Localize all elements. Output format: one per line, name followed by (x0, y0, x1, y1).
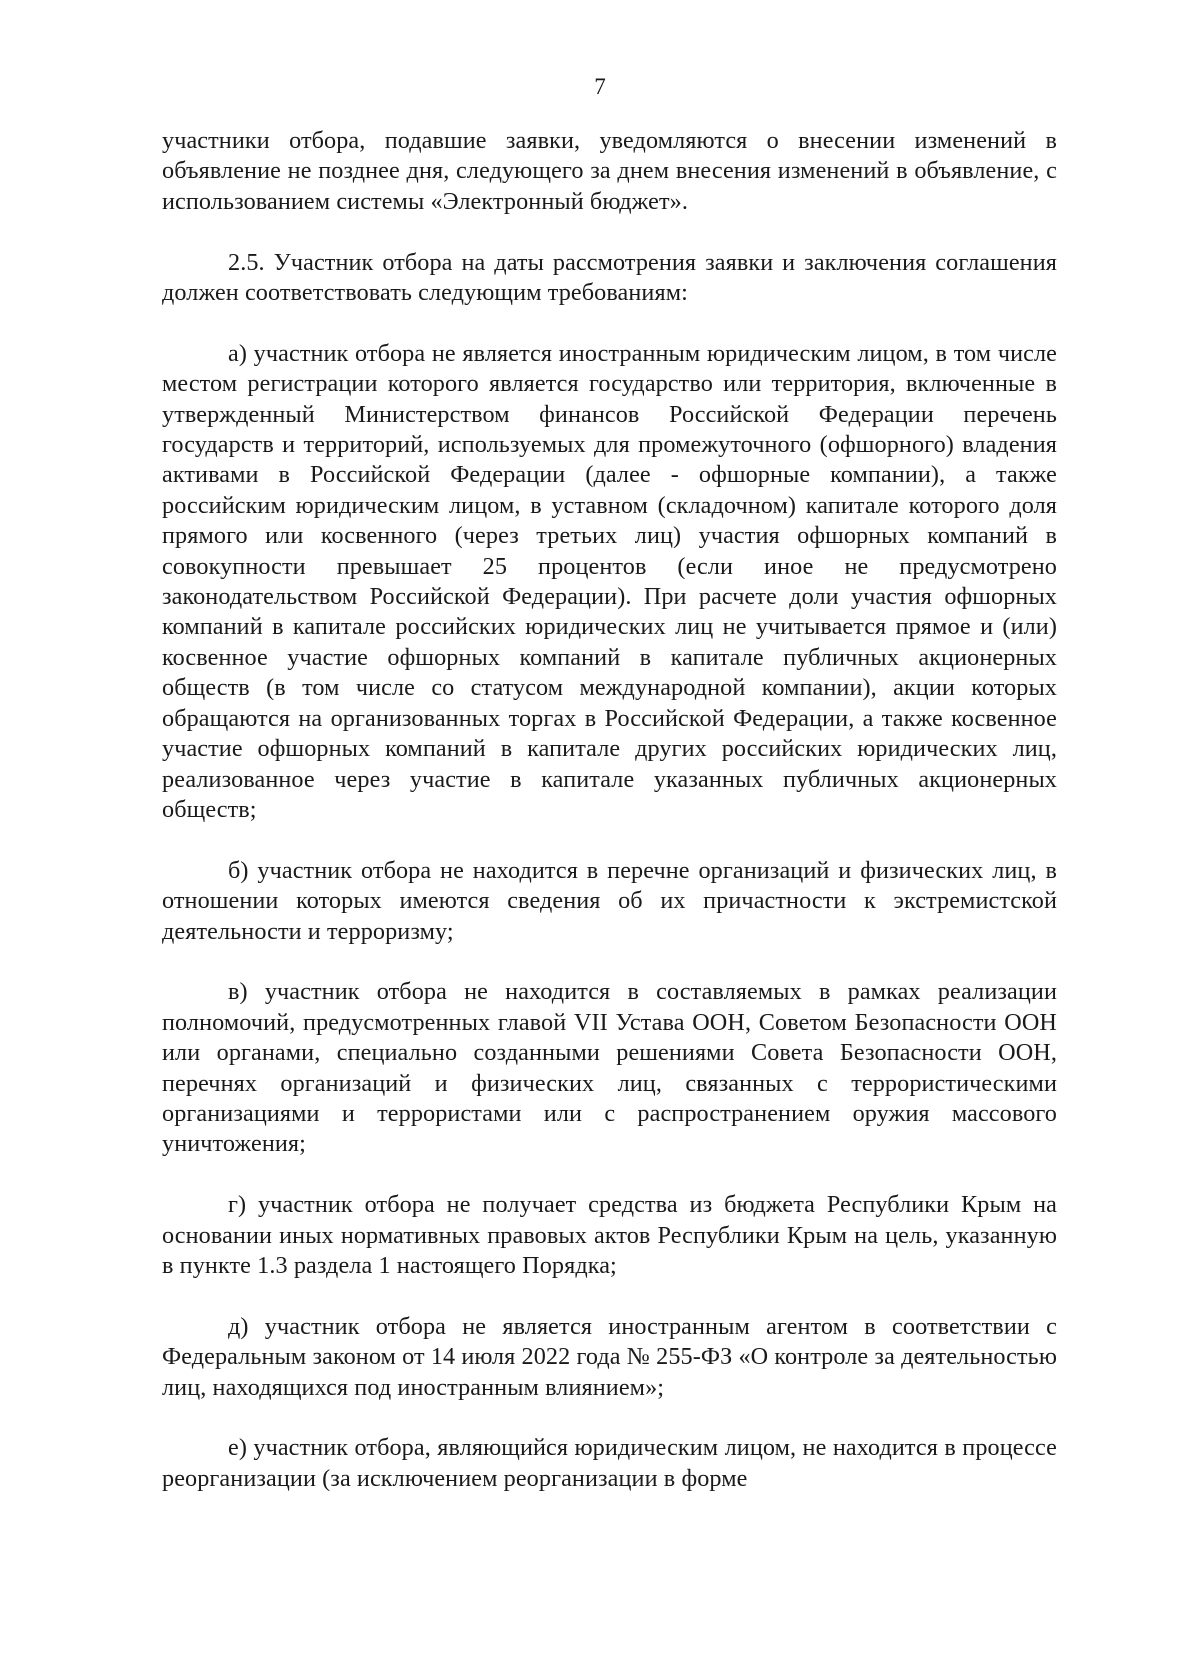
paragraph-item-g: г) участник отбора не получает средства из бюджета Республики Крым на основании иных нормативных правовых актов Республики Крым на цель, указанную в пункте 1.3 раздела 1 настоящего Порядка; (162, 1191, 1057, 1279)
paragraph-item-a: а) участник отбора не является иностранным юридическим лицом, в том числе местом регистрации которого является государство или территория, включенные в утвержденный Министерством финансов Российской Федерации перечень государств и территорий, используемых для промежуточного (офшорного) владения активами в Российской Федерации (далее - офшорные компании), а также российским юридическим лицом, в уставном (складочном) капитале которого доля прямого или косвенного (через третьих лиц) участия офшорных компаний в совокупности превышает 25 процентов (если иное не предусмотрено законодательством Российской Федерации). При расчете доли участия офшорных компаний в капитале российских юридических лиц не учитывается прямое и (или) косвенное участие офшорных компаний в капитале публичных акционерных обществ (в том числе со статусом международной компании), акции которых обращаются на организованных торгах в Российской Федерации, а также косвенное участие офшорных компаний в капитале других российских юридических лиц, реализованное через участие в капитале указанных публичных акционерных обществ; (162, 339, 1057, 823)
paragraph-item-d: д) участник отбора не является иностранным агентом в соответствии с Федеральным законом от 14 июля 2022 года № 255-ФЗ «О контроле за деятельностью лиц, находящихся под иностранным влиянием»; (162, 1312, 1057, 1401)
paragraph-continuation: участники отбора, подавшие заявки, уведомляются о внесении изменений в объявление не позднее дня, следующего за днем внесения изменений в объявление, с использованием системы «Электронный бюджет». (162, 127, 1057, 215)
document-body (162, 126, 1057, 1525)
paragraph-item-e: е) участник отбора, являющийся юридическим лицом, не находится в процессе реорганизации (за исключением реорганизации в форме (162, 1434, 1057, 1492)
paragraph-item-v: в) участник отбора не находится в составляемых в рамках реализации полномочий, предусмотренных главой VII Устава ООН, Советом Безопасности ООН или органами, специально созданными решениями Совета Безопасности ООН, перечнях организаций и физических лиц, связанных с террористическими организациями и террористами или с распространением оружия массового уничтожения; (162, 978, 1057, 1158)
paragraph-item-b: б) участник отбора не находится в перечне организаций и физических лиц, в отношении которых имеются сведения об их причастности к экстремистской деятельности и терроризму; (162, 856, 1057, 945)
page-number: 7 (594, 74, 606, 99)
paragraph-2-5: 2.5. Участник отбора на даты рассмотрения заявки и заключения соглашения должен соответствовать следующим требованиям: (162, 248, 1057, 307)
